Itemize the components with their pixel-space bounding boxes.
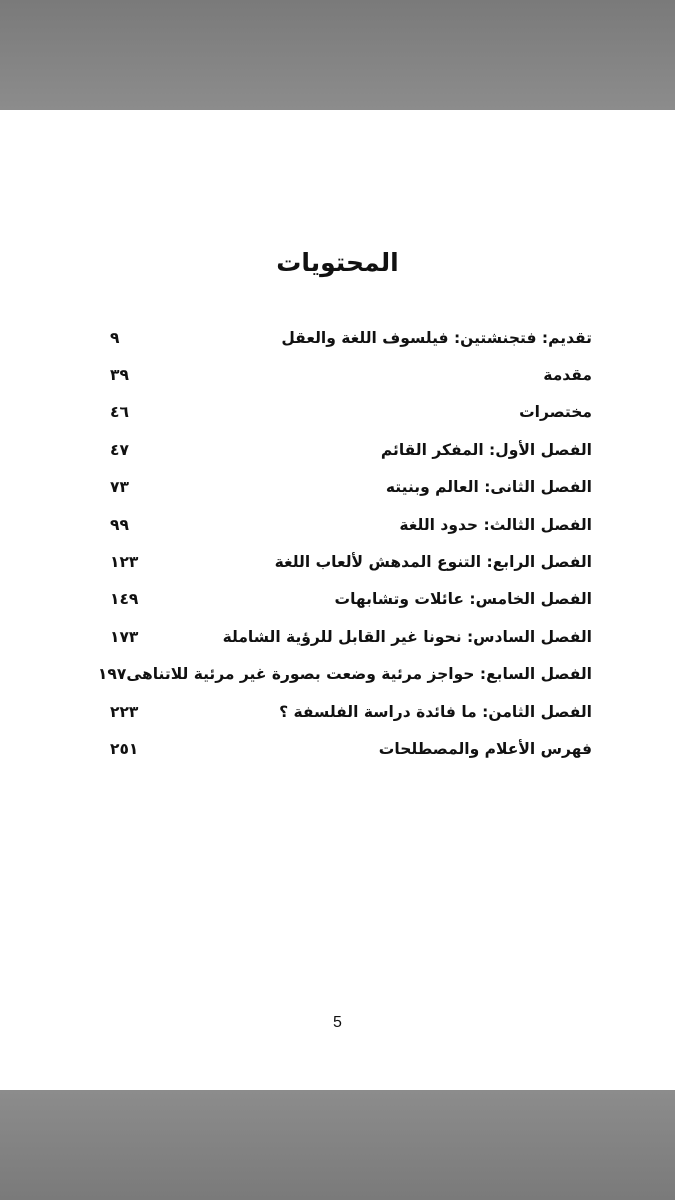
toc-entry-page: ١٢٣ xyxy=(110,553,139,572)
toc-entry-page: ٩٩ xyxy=(110,515,129,534)
toc-entry-label: الفصل الرابع: التنوع المدهش لألعاب اللغة xyxy=(274,553,592,572)
toc-entry xyxy=(110,356,592,393)
toc-entry-page: ١٧٣ xyxy=(110,627,139,646)
toc-entry xyxy=(110,319,592,356)
toc-entry-page: ٢٢٣ xyxy=(110,702,139,721)
bottom-margin xyxy=(0,1090,675,1200)
toc-entry-label: الفصل الثامن: ما فائدة دراسة الفلسفة ؟ xyxy=(279,702,592,721)
toc-entry xyxy=(110,431,592,468)
toc-entry-label: مقدمة xyxy=(543,366,592,385)
toc-entry xyxy=(110,693,592,730)
toc-entry-label: الفصل السادس: نحونا غير القابل للرؤية الشاملة xyxy=(222,627,592,646)
toc-entry-page: ١٤٩ xyxy=(110,590,139,609)
toc-entry-page: ١٩٧ xyxy=(97,665,127,684)
toc-entry xyxy=(110,581,592,618)
toc-entry xyxy=(110,469,592,506)
toc-entry-label: الفصل الأول: المفكر القائم xyxy=(380,440,592,459)
top-margin xyxy=(0,0,675,110)
toc-entry-label: الفصل الثالث: حدود اللغة xyxy=(399,515,592,534)
toc-entry xyxy=(110,394,592,431)
toc-entry xyxy=(110,506,592,543)
toc-entry-label: تقديم: فتجنشتين: فيلسوف اللغة والعقل xyxy=(281,328,592,347)
toc-entry-page: ٣٩ xyxy=(110,366,129,385)
table-of-contents xyxy=(97,319,592,768)
toc-entry-label: مختصرات xyxy=(519,403,592,422)
page-title: المحتويات xyxy=(276,248,399,277)
toc-entry xyxy=(110,618,592,655)
toc-entry-page: ٢٥١ xyxy=(110,739,139,758)
page-number: 5 xyxy=(333,1014,342,1031)
toc-entry xyxy=(110,730,592,767)
toc-entry-page: ٤٧ xyxy=(110,440,129,459)
toc-entry-label: الفصل الخامس: عائلات وتشابهات xyxy=(334,590,592,609)
toc-entry xyxy=(97,656,592,693)
toc-entry-label: الفصل الثانى: العالم وبنيته xyxy=(385,478,592,497)
toc-entry-page: ٤٦ xyxy=(110,403,129,422)
toc-entry-label: فهرس الأعلام والمصطلحات xyxy=(378,739,592,758)
toc-entry xyxy=(110,543,592,580)
document-page xyxy=(0,110,675,1090)
toc-entry-page: ٧٣ xyxy=(110,478,129,497)
toc-entry-label: الفصل السابع: حواجز مرئية وضعت بصورة غير مرئية للاتناهى xyxy=(126,665,592,684)
toc-entry-page: ٩ xyxy=(110,328,120,347)
